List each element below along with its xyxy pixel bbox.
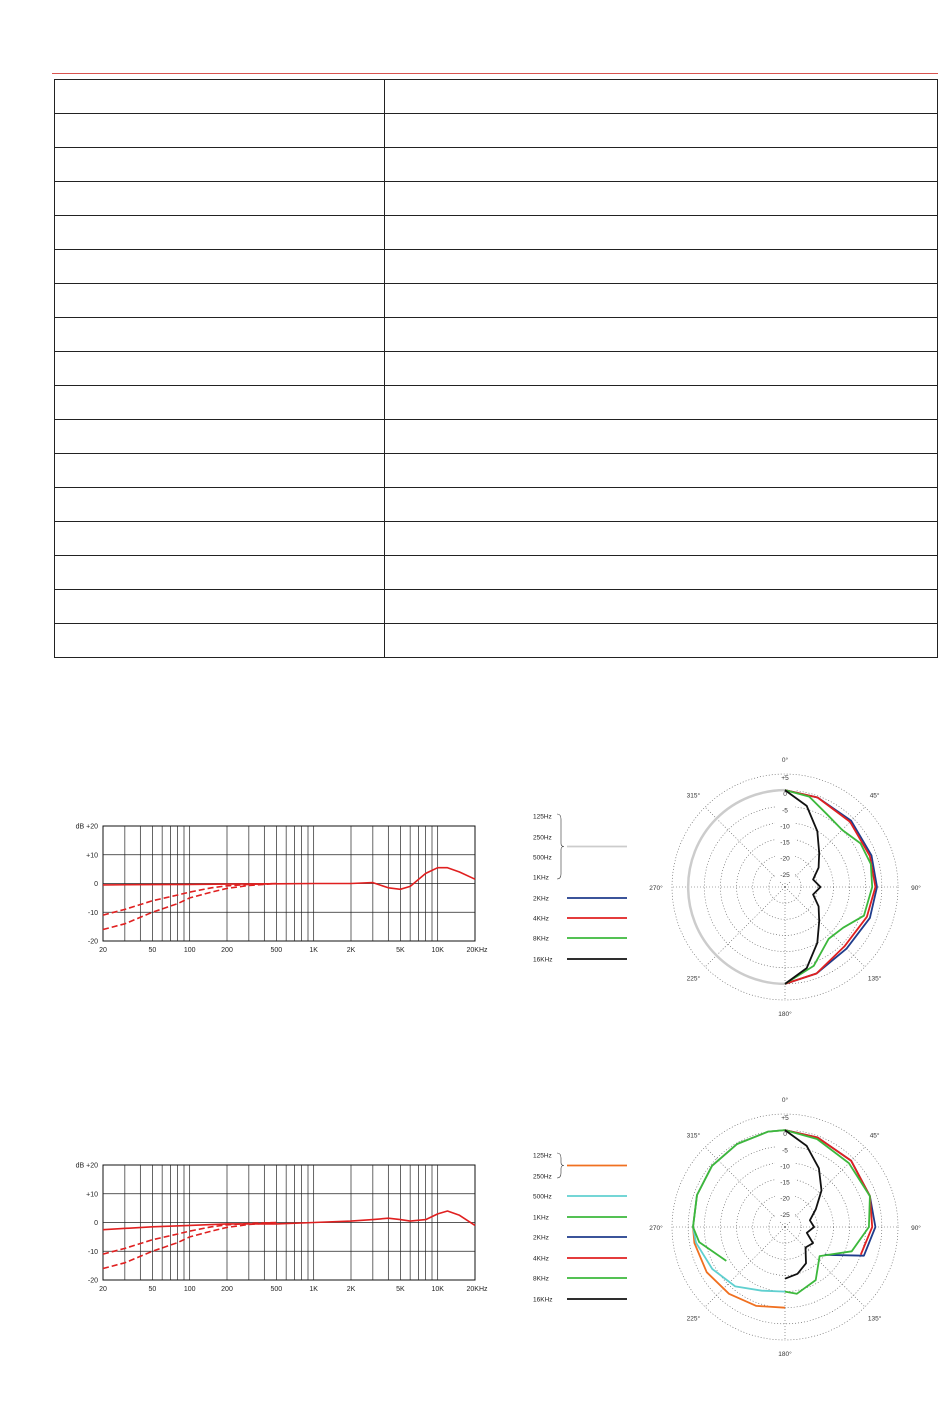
x-tick-label: 5K [396, 1286, 405, 1293]
x-tick-label: 20KHz [466, 1286, 488, 1293]
x-tick-label: 1K [309, 947, 318, 954]
x-tick-label: 20KHz [466, 947, 488, 954]
angle-label: 180° [778, 1011, 792, 1018]
angle-label: 315° [686, 1132, 701, 1140]
angle-label: 135° [867, 1315, 882, 1323]
y-tick-label: +10 [86, 852, 98, 860]
angle-label: 90° [911, 885, 921, 892]
legend-label: 8KHz [533, 1275, 549, 1283]
response-curve [103, 1211, 475, 1230]
legend-label: 1KHz [533, 1214, 549, 1222]
y-tick-label: -20 [87, 1277, 98, 1285]
angle-label: 45° [869, 1132, 880, 1140]
x-tick-label: 500 [270, 1286, 283, 1293]
x-tick-label: 50 [148, 1286, 157, 1293]
x-tick-label: 200 [221, 1286, 233, 1293]
x-tick-label: 50 [148, 947, 157, 954]
legend-label: 125Hz [533, 1152, 552, 1160]
radial-tick-label: -15 [780, 839, 790, 847]
radial-tick-label: -5 [782, 807, 788, 815]
angle-label: 225° [686, 975, 701, 983]
y-tick-label: -10 [87, 909, 98, 917]
angle-label: 270° [649, 1225, 663, 1232]
radial-tick-label: -20 [780, 855, 790, 863]
radial-tick-label: -25 [780, 871, 790, 879]
x-tick-label: 10K [431, 947, 444, 954]
x-tick-label: 500 [270, 947, 283, 954]
y-tick-label: dB +20 [75, 1162, 98, 1170]
x-tick-label: 10K [431, 1286, 444, 1293]
legend-label: 1KHz [533, 874, 549, 882]
legend-label: 2KHz [533, 1234, 549, 1242]
angle-label: 315° [686, 792, 701, 800]
angle-label: 0° [781, 1097, 789, 1104]
radial-tick-label: 0 [783, 791, 787, 799]
radial-tick-label: 0 [783, 1131, 787, 1139]
radial-tick-label: -25 [780, 1211, 790, 1219]
angle-label: 90° [911, 1225, 921, 1232]
legend-label: 16KHz [533, 1296, 553, 1304]
radial-tick-label: -5 [782, 1147, 788, 1155]
x-tick-label: 2K [346, 1286, 356, 1293]
angle-label: 180° [778, 1351, 792, 1358]
legend-label: 2KHz [533, 895, 549, 903]
legend-label: 16KHz [533, 956, 553, 964]
legend-label: 500Hz [533, 854, 552, 862]
legend-label: 125Hz [533, 813, 552, 821]
angle-label: 225° [686, 1315, 701, 1323]
polar-spoke [705, 1147, 785, 1227]
legend-brace [557, 1153, 564, 1178]
polar-spoke [785, 887, 865, 967]
x-tick-label: 20 [99, 947, 107, 954]
polar-spoke [785, 807, 865, 887]
radial-tick-label: -15 [780, 1179, 790, 1187]
polar-spoke [785, 1147, 865, 1227]
polar-curve [693, 1130, 785, 1292]
polar-curve [693, 1130, 785, 1261]
x-tick-label: 2K [346, 947, 356, 954]
x-tick-label: 100 [183, 947, 196, 954]
polar-spoke [705, 1227, 785, 1307]
x-tick-label: 20 [99, 1286, 107, 1293]
x-tick-label: 1K [309, 1286, 318, 1293]
polar-curve [785, 790, 872, 984]
angle-label: 270° [649, 885, 663, 892]
x-tick-label: 5K [396, 947, 405, 954]
angle-label: 0° [781, 757, 789, 764]
y-tick-label: dB +20 [75, 823, 98, 831]
polar-spoke [785, 1227, 865, 1307]
legend-label: 250Hz [533, 1173, 552, 1181]
legend-label: 4KHz [533, 1255, 549, 1263]
legend-label: 250Hz [533, 834, 552, 842]
legend-label: 4KHz [533, 915, 549, 923]
y-tick-label: 0 [94, 881, 98, 888]
radial-tick-label: -10 [780, 823, 790, 831]
y-tick-label: -20 [87, 938, 98, 946]
x-tick-label: 200 [221, 947, 233, 954]
y-tick-label: +10 [86, 1191, 98, 1199]
legend-label: 8KHz [533, 935, 549, 943]
angle-label: 45° [869, 792, 880, 800]
response-curve [103, 868, 475, 890]
radial-tick-label: -10 [780, 1163, 790, 1171]
polar-curve [693, 1130, 785, 1308]
angle-label: 135° [867, 975, 882, 983]
radial-tick-label: +5 [781, 1115, 789, 1122]
radial-tick-label: -20 [780, 1195, 790, 1203]
legend-brace [557, 814, 564, 879]
radial-tick-label: +5 [781, 775, 789, 782]
legend-label: 500Hz [533, 1193, 552, 1201]
y-tick-label: 0 [94, 1220, 98, 1227]
x-tick-label: 100 [183, 1286, 196, 1293]
y-tick-label: -10 [87, 1248, 98, 1256]
